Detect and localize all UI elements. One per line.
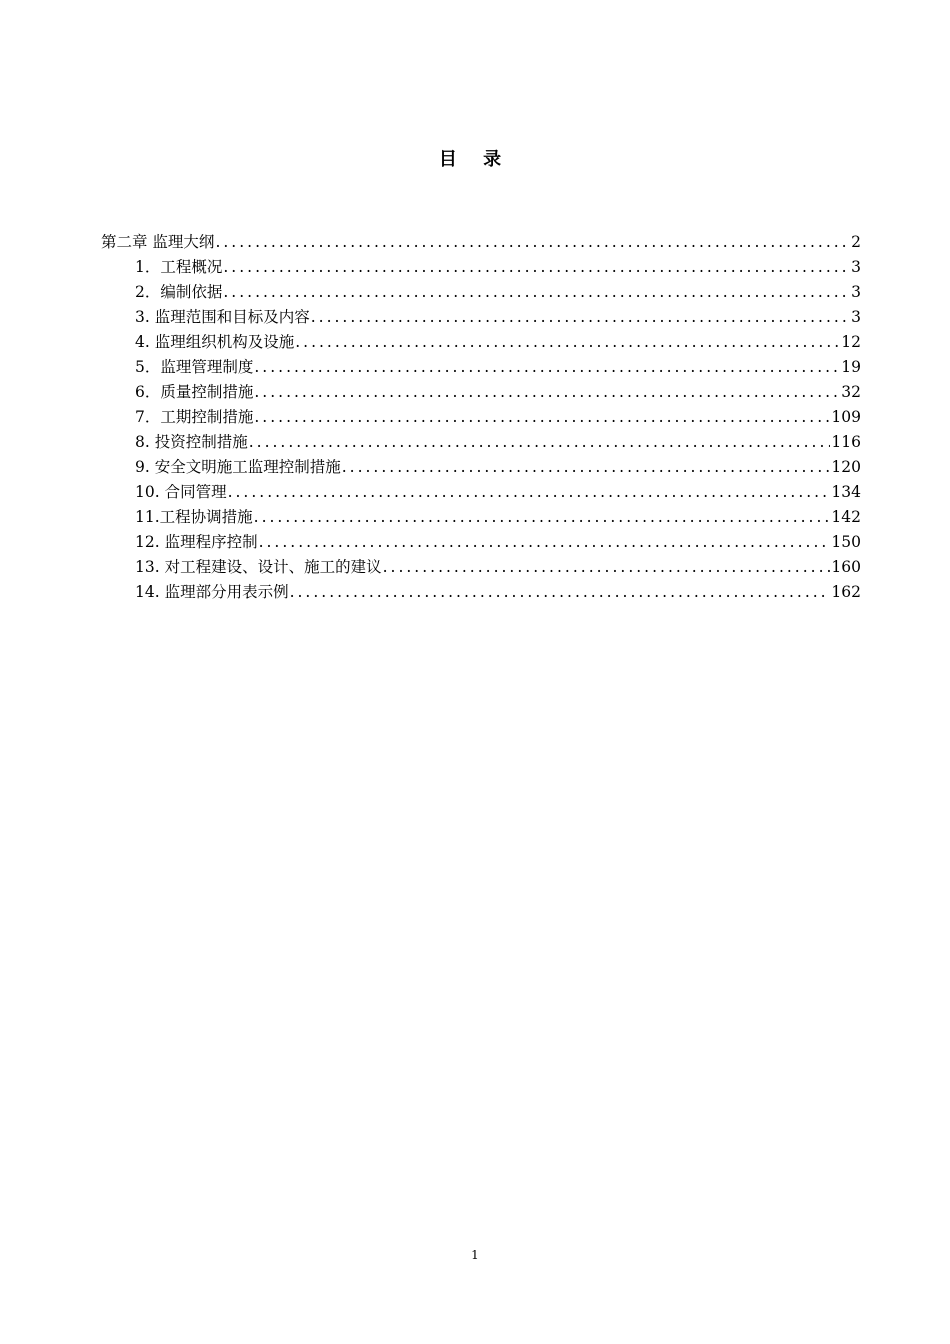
toc-entry-label: 7．工期控制措施 [135,408,254,426]
toc-entry-label: 1．工程概况 [135,258,223,276]
toc-dot-leader [290,580,831,605]
page-number-footer: 1 [471,1248,479,1262]
toc-entry-label: 8. 投资控制措施 [135,433,248,451]
toc-entry-page: 3 [851,283,861,301]
toc-entry-label: 第二章 监理大纲 [101,233,215,251]
toc-dot-leader [223,255,850,280]
toc-dot-leader [254,505,831,530]
toc-dot-leader [254,355,840,380]
toc-entry-page: 116 [831,433,861,451]
toc-entry-page: 19 [841,358,861,376]
toc-entry-page: 32 [841,383,861,401]
toc-dot-leader [249,430,831,455]
toc-entry-page: 3 [851,258,861,276]
toc-entry-label: 6．质量控制措施 [135,383,254,401]
toc-entry[interactable] [101,305,861,330]
toc-entry[interactable] [101,405,861,430]
toc-entry-page: 120 [831,458,861,476]
toc-entry[interactable] [101,330,861,355]
table-of-contents [101,230,861,605]
toc-entry-label: 11.工程协调措施 [135,508,253,526]
toc-entry-label: 5．监理管理制度 [135,358,254,376]
toc-entry-page: 12 [841,333,861,351]
toc-entry-page: 3 [851,308,861,326]
toc-entry-label: 9. 安全文明施工监理控制措施 [135,458,341,476]
toc-entry[interactable] [101,480,861,505]
toc-entry-label: 3. 监理范围和目标及内容 [135,308,310,326]
toc-dot-leader [215,230,850,255]
toc-title: 目 录 [438,149,512,170]
toc-dot-leader [228,480,831,505]
toc-dot-leader [383,555,831,580]
toc-dot-leader [342,455,831,480]
toc-entry[interactable] [101,355,861,380]
toc-entry[interactable] [101,455,861,480]
toc-entry-page: 134 [831,483,861,501]
toc-dot-leader [295,330,840,355]
toc-entry[interactable] [101,580,861,605]
toc-entry-page: 162 [831,583,861,601]
toc-dot-leader [259,530,831,555]
toc-entry[interactable] [101,280,861,305]
toc-entry-page: 160 [831,558,861,576]
toc-entry-label: 14. 监理部分用表示例 [135,583,289,601]
toc-entry-label: 2．编制依据 [135,283,223,301]
toc-entry-label: 13. 对工程建设、设计、施工的建议 [135,558,382,576]
toc-entry-label: 4. 监理组织机构及设施 [135,333,295,351]
toc-dot-leader [311,305,850,330]
toc-entry-page: 142 [831,508,861,526]
toc-entry[interactable] [101,380,861,405]
toc-dot-leader [254,405,830,430]
toc-entry[interactable] [101,505,861,530]
toc-entry[interactable] [101,230,861,255]
toc-entry-label: 10. 合同管理 [135,483,227,501]
toc-dot-leader [223,280,850,305]
toc-entry-page: 150 [831,533,861,551]
toc-dot-leader [254,380,840,405]
toc-entry-page: 109 [831,408,861,426]
toc-entry-page: 2 [851,233,861,251]
toc-entry[interactable] [101,555,861,580]
toc-entry-label: 12. 监理程序控制 [135,533,258,551]
toc-entry[interactable] [101,430,861,455]
toc-entry[interactable] [101,530,861,555]
toc-entry[interactable] [101,255,861,280]
